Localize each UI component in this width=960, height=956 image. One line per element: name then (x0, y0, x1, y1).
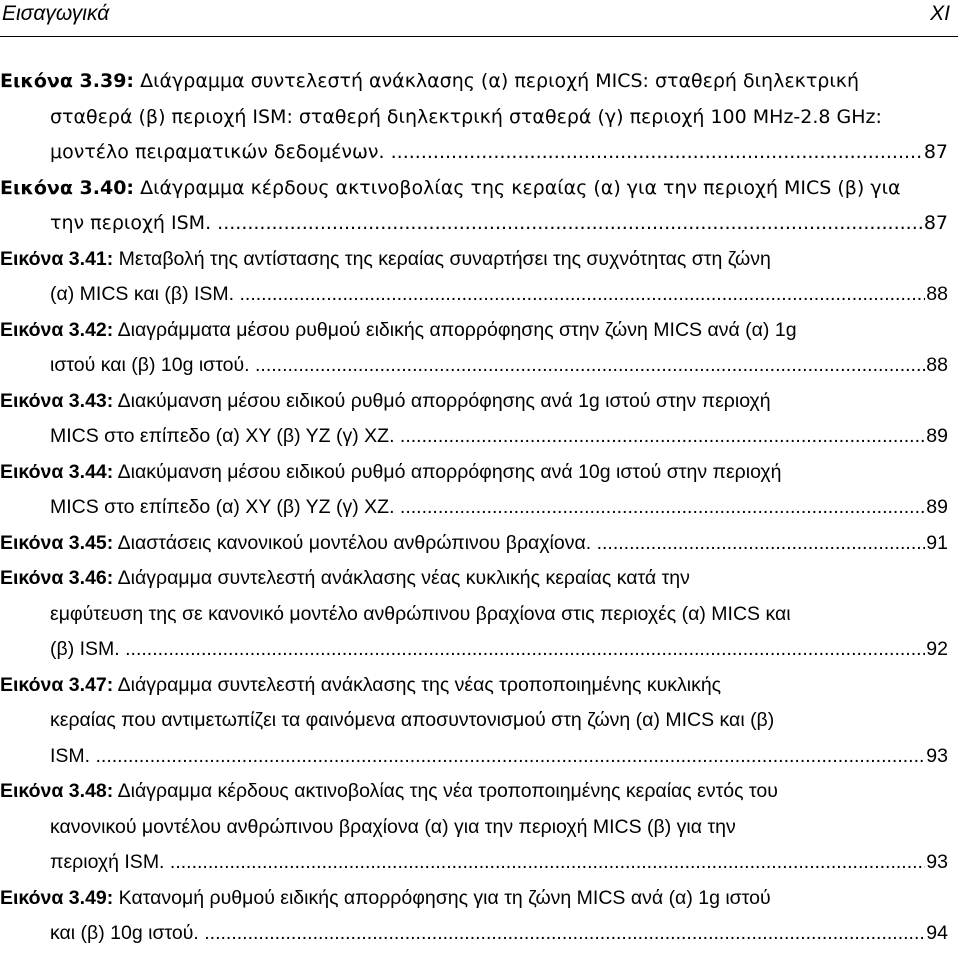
figure-caption-text: MICS στο επίπεδο (α) XY (β) YZ (γ) XZ. (50, 425, 400, 447)
toc-entry-line (0, 206, 948, 242)
toc-entry[interactable] (0, 561, 948, 668)
page-number: 92 (926, 638, 948, 660)
page-number: 87 (923, 141, 948, 163)
figure-caption-text: (β) ISM. (50, 638, 126, 660)
figure-caption-text: σταθερά (β) περιοχή ISM: σταθερή διηλεκτρική σταθερά (γ) περιοχή 100 MHz-2.8 GHz: (50, 105, 882, 128)
dot-leader (597, 526, 926, 562)
toc-entry-line (0, 739, 948, 775)
toc-entry-line (0, 810, 948, 846)
toc-entry-line (0, 668, 948, 704)
toc-entry-line (0, 348, 948, 384)
figure-label: Εικόνα 3.44: (0, 460, 114, 483)
toc-entry-line (0, 242, 948, 278)
toc-entry[interactable] (0, 526, 948, 562)
page-number: 93 (926, 851, 948, 873)
figure-list (0, 64, 948, 952)
figure-caption-text: περιοχή ISM. (50, 851, 170, 873)
figure-caption-text: Διάγραμμα κέρδους ακτινοβολίας της κεραίας (α) για την περιοχή MICS (β) για (134, 176, 901, 199)
figure-caption-text: MICS στο επίπεδο (α) XY (β) YZ (γ) XZ. (50, 496, 400, 518)
dot-leader (204, 916, 925, 952)
dot-leader (391, 135, 923, 171)
toc-entry-line (0, 561, 948, 597)
toc-entry[interactable] (0, 455, 948, 526)
dot-leader (255, 348, 925, 384)
figure-label: Εικόνα 3.39: (0, 70, 135, 92)
page-number: 89 (926, 425, 948, 447)
page-number: 93 (926, 744, 948, 767)
figure-caption-text: Διάγραμμα συντελεστή ανάκλασης (α) περιοχή MICS: σταθερή διηλεκτρική (134, 70, 859, 92)
figure-caption-text: ISM. (50, 744, 96, 767)
dot-leader (400, 419, 925, 455)
figure-caption-text: Διακύμανση μέσου ειδικού ρυθμό απορρόφησης ανά 1g ιστού στην περιοχή (113, 389, 771, 412)
figure-caption-text: Διαστάσεις κανονικού μοντέλου ανθρώπινου βραχίονα. (113, 531, 597, 554)
toc-entry[interactable] (0, 384, 948, 455)
figure-label: Εικόνα 3.48: (0, 780, 114, 802)
toc-entry-line (0, 881, 948, 917)
page-number: 88 (926, 283, 948, 305)
toc-entry-line (0, 774, 948, 810)
dot-leader (96, 739, 926, 775)
toc-entry-line (0, 845, 948, 881)
toc-entry[interactable] (0, 774, 948, 881)
figure-caption-text: Κατανομή ρυθμού ειδικής απορρόφησης για τη ζώνη MICS ανά (α) 1g ιστού (113, 886, 771, 909)
dot-leader (400, 490, 925, 526)
figure-caption-text: (α) MICS και (β) ISM. (50, 283, 240, 305)
header-page-number: XI (930, 2, 950, 25)
toc-entry-line (0, 632, 948, 668)
dot-leader (217, 206, 923, 242)
figure-label: Εικόνα 3.41: (0, 247, 114, 270)
dot-leader (125, 632, 925, 668)
page-header (0, 0, 958, 37)
figure-label: Εικόνα 3.40: (0, 176, 135, 199)
toc-entry-line (0, 171, 948, 207)
figure-caption-text: Διαγράμματα μέσου ρυθμού ειδικής απορρόφησης στην ζώνη MICS ανά (α) 1g (113, 318, 797, 341)
toc-entry-line (0, 455, 948, 491)
figure-caption-text: κεραίας που αντιμετωπίζει τα φαινόμενα αποσυντονισμού στη ζώνη (α) MICS και (β) (50, 709, 775, 731)
figure-caption-text: Διάγραμμα κέρδους ακτινοβολίας της νέα τροποποιημένης κεραίας εντός του (113, 780, 778, 802)
figure-label: Εικόνα 3.42: (0, 318, 114, 341)
toc-entry-line (0, 597, 948, 633)
figure-caption-text: Διάγραμμα συντελεστή ανάκλασης νέας κυκλικής κεραίας κατά την (113, 567, 690, 589)
figure-label: Εικόνα 3.49: (0, 886, 114, 909)
toc-entry[interactable] (0, 64, 948, 171)
toc-entry-line (0, 526, 948, 562)
toc-entry-line (0, 419, 948, 455)
figure-caption-text: Διακύμανση μέσου ειδικού ρυθμό απορρόφησης ανά 10g ιστού στην περιοχή (113, 460, 782, 483)
toc-entry-line (0, 277, 948, 313)
toc-entry[interactable] (0, 881, 948, 952)
toc-entry-line (0, 64, 948, 100)
toc-entry-line (0, 135, 948, 171)
page-number: 89 (926, 496, 948, 518)
toc-entry-line (0, 384, 948, 420)
page-number: 88 (926, 354, 948, 376)
toc-entry-line (0, 703, 948, 739)
figure-label: Εικόνα 3.43: (0, 389, 114, 412)
figure-caption-text: μοντέλο πειραματικών δεδομένων. (50, 141, 391, 163)
toc-entry-line (0, 490, 948, 526)
figure-label: Εικόνα 3.47: (0, 673, 114, 696)
figure-caption-text: Μεταβολή της αντίστασης της κεραίας συναρτήσει της συχνότητας στη ζώνη (113, 247, 771, 270)
figure-caption-text: Διάγραμμα συντελεστή ανάκλασης της νέας τροποποιημένης κυκλικής (113, 673, 722, 696)
dot-leader (240, 277, 926, 313)
page-number: 87 (923, 212, 948, 234)
toc-entry[interactable] (0, 313, 948, 384)
figure-caption-text: εμφύτευση της σε κανονικό μοντέλο ανθρώπινου βραχίονα στις περιοχές (α) MICS και (50, 602, 791, 625)
figure-caption-text: κανονικού μοντέλου ανθρώπινου βραχίονα (α) για την περιοχή MICS (β) για την (50, 815, 736, 838)
figure-caption-text: την περιοχή ISM. (50, 212, 218, 234)
toc-entry[interactable] (0, 668, 948, 775)
page-number: 91 (926, 531, 948, 554)
toc-entry-line (0, 916, 948, 952)
figure-caption-text: ιστού και (β) 10g ιστού. (50, 354, 255, 376)
figure-label: Εικόνα 3.45: (0, 531, 114, 554)
figure-caption-text: και (β) 10g ιστού. (50, 922, 205, 944)
header-section-title: Εισαγωγικά (2, 2, 110, 25)
toc-entry[interactable] (0, 171, 948, 242)
toc-entry-line (0, 313, 948, 349)
page-number: 94 (926, 922, 948, 944)
figure-label: Εικόνα 3.46: (0, 567, 114, 589)
dot-leader (170, 845, 925, 881)
toc-entry-line (0, 100, 948, 136)
toc-entry[interactable] (0, 242, 948, 313)
